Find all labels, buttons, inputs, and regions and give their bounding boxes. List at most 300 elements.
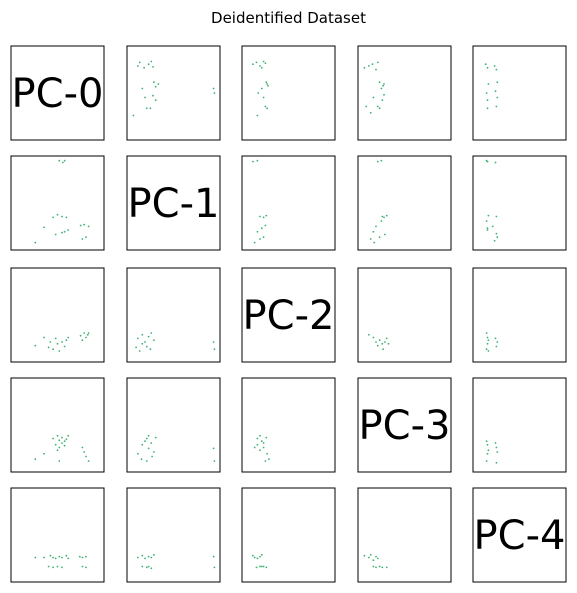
scatter-point <box>150 348 152 350</box>
scatter-point <box>265 81 267 83</box>
scatter-point <box>265 62 267 64</box>
scatter-point <box>373 97 375 99</box>
scatter-point <box>487 99 489 101</box>
scatter-point <box>383 94 385 96</box>
scatter-point <box>150 61 152 63</box>
scatter-point <box>141 555 143 557</box>
scatter-point <box>141 444 143 446</box>
scatter-point <box>52 567 54 569</box>
scatter-point <box>43 453 45 455</box>
scatter-point <box>148 448 150 450</box>
scatter-point <box>266 83 268 85</box>
scatter-point <box>137 65 139 67</box>
scatter-point <box>135 347 137 349</box>
scatter-point <box>383 217 385 219</box>
scatter-point <box>141 566 143 568</box>
scatter-point <box>88 460 90 462</box>
scatter-point <box>365 106 367 108</box>
scatter-point <box>495 338 497 340</box>
scatter-point <box>382 85 384 87</box>
scatter-point <box>487 229 489 231</box>
scatter-point <box>496 462 498 464</box>
scatter-point <box>48 566 50 568</box>
scatter-point <box>259 566 261 568</box>
scatter-point <box>148 435 150 437</box>
scatter-point <box>150 107 152 109</box>
scatter-point <box>64 160 66 162</box>
scatter-point <box>492 226 494 228</box>
scatter-point <box>150 442 152 444</box>
scatter-point <box>64 346 66 348</box>
scatter-point <box>496 341 498 343</box>
scatter-point <box>67 435 69 437</box>
scatter-point <box>257 438 259 440</box>
scatter-point <box>153 554 155 556</box>
scatter-point <box>214 348 216 350</box>
scatter-point <box>61 442 63 444</box>
scatter-point <box>373 242 375 244</box>
scatter-point <box>257 231 259 233</box>
scatter-point <box>150 332 152 334</box>
scatter-point <box>141 334 143 336</box>
scatter-point <box>377 345 379 347</box>
scatter-point <box>52 438 54 440</box>
scatter-point <box>64 440 66 442</box>
scatter-point <box>495 90 497 92</box>
scatter-point <box>146 107 148 109</box>
scatter-point <box>83 451 85 453</box>
scatter-point <box>34 242 36 244</box>
scatter-point <box>368 65 370 67</box>
scatter-point <box>55 558 57 560</box>
scatter-point <box>377 558 379 560</box>
scatter-point <box>259 556 261 558</box>
scatter-point <box>141 343 143 345</box>
scatter-point <box>58 447 60 449</box>
scatter-point <box>388 343 390 345</box>
scatter-point <box>57 566 59 568</box>
scatter-point <box>148 63 150 65</box>
scatter-point <box>64 231 66 233</box>
scatter-point <box>381 88 383 90</box>
scatter-point <box>143 67 145 69</box>
scatter-point <box>257 92 259 94</box>
scatter-point <box>254 447 256 449</box>
panel-frame <box>11 156 104 250</box>
scatter-point <box>486 440 488 442</box>
scatter-point <box>67 337 69 339</box>
panel-frame <box>358 156 451 250</box>
scatter-point <box>58 460 60 462</box>
scatter-point <box>213 556 215 558</box>
scatter-point <box>259 216 261 218</box>
scatter-point <box>370 112 372 114</box>
scatter-point <box>496 97 498 99</box>
scatter-point <box>485 63 487 65</box>
scatter-point <box>364 555 366 557</box>
scatter-point <box>55 234 57 236</box>
scatter-point <box>259 449 261 451</box>
scatter-point <box>259 65 261 67</box>
scatter-point <box>48 347 50 349</box>
panel-r4-c2 <box>242 488 335 582</box>
scatter-point <box>153 339 155 341</box>
scatter-point <box>261 88 263 90</box>
scatter-point <box>496 233 498 235</box>
scatter-point <box>266 107 268 109</box>
scatter-point <box>263 236 265 238</box>
scatter-point <box>486 460 488 462</box>
scatter-point <box>82 557 84 559</box>
scatter-point <box>381 216 383 218</box>
scatter-point <box>379 566 381 568</box>
scatter-point <box>146 438 148 440</box>
diagonal-label-4: PC-4 <box>473 513 566 559</box>
scatter-point <box>55 338 57 340</box>
diagonal-label-1: PC-1 <box>127 181 220 227</box>
panel-frame <box>358 46 451 140</box>
scatter-point <box>252 161 254 163</box>
scatter-point <box>137 557 139 559</box>
scatter-point <box>486 332 488 334</box>
scatter-point <box>139 62 141 64</box>
scatter-point <box>148 566 150 568</box>
diagonal-label-2: PC-2 <box>242 293 335 339</box>
scatter-point <box>494 240 496 242</box>
scatter-point <box>494 65 496 67</box>
scatter-point <box>61 567 63 569</box>
panel-r3-c2 <box>242 378 335 472</box>
scatter-point <box>372 63 374 65</box>
scatter-point <box>150 567 152 569</box>
diagonal-label-3: PC-3 <box>358 403 451 449</box>
scatter-point <box>66 217 68 219</box>
scatter-point <box>213 341 215 343</box>
panel-frame <box>473 156 566 250</box>
scatter-point <box>148 556 150 558</box>
scatter-point <box>58 160 60 162</box>
scatter-point <box>486 348 488 350</box>
scatter-point <box>487 337 489 339</box>
scatter-point <box>82 447 84 449</box>
scatter-point <box>153 81 155 83</box>
scatter-point <box>254 557 256 559</box>
scatter-point <box>375 226 377 228</box>
scatter-point <box>257 115 259 117</box>
scatter-point <box>373 231 375 233</box>
scatter-point <box>61 341 63 343</box>
panel-r2-c3 <box>358 268 451 362</box>
scatter-point <box>263 97 265 99</box>
scatter-point <box>83 332 85 334</box>
scatter-point <box>57 214 59 216</box>
panel-r3-c1 <box>127 378 220 472</box>
scatter-point <box>151 456 153 458</box>
scatter-point <box>268 458 270 460</box>
scatter-point <box>381 99 383 101</box>
scatter-point <box>144 341 146 343</box>
scatter-point <box>146 567 148 569</box>
scatter-point <box>34 345 36 347</box>
scatter-point <box>496 447 498 449</box>
scatter-point <box>488 449 490 451</box>
scatter-point <box>496 236 498 238</box>
scatter-point <box>370 554 372 556</box>
scatter-point <box>155 99 157 101</box>
scatter-point <box>88 226 90 228</box>
scatter-point <box>381 567 383 569</box>
panel-frame <box>242 46 335 140</box>
panel-r3-c4 <box>473 378 566 472</box>
scatter-point <box>146 346 148 348</box>
scatter-point <box>214 92 216 94</box>
scatter-point <box>261 227 263 229</box>
scatter-point <box>267 85 269 87</box>
scatter-point <box>379 339 381 341</box>
scatter-point <box>259 435 261 437</box>
scatter-point <box>87 334 89 336</box>
scatter-point <box>67 229 69 231</box>
scatter-point <box>487 343 489 345</box>
scatter-point <box>55 444 57 446</box>
scatter-point <box>52 348 54 350</box>
scatter-point <box>150 557 152 559</box>
scatter-point <box>155 437 157 439</box>
scatter-point <box>252 63 254 65</box>
panel-r0-c1 <box>127 46 220 140</box>
scatter-point <box>370 238 372 240</box>
scatter-point <box>82 566 84 568</box>
panel-frame <box>473 378 566 472</box>
scatter-point <box>257 444 259 446</box>
panel-r1-c3 <box>358 156 451 250</box>
scatter-point <box>148 336 150 338</box>
scatter-point <box>386 338 388 340</box>
scatter-point <box>375 567 377 569</box>
panel-r3-c3 <box>358 378 451 472</box>
scatter-point <box>137 338 139 340</box>
scatter-point <box>488 215 490 217</box>
scatter-point <box>263 61 265 63</box>
panel-frame <box>11 488 104 582</box>
scatter-point <box>377 62 379 64</box>
scatter-point <box>375 341 377 343</box>
scatter-point <box>252 555 254 557</box>
scatter-point <box>85 567 87 569</box>
scatter-point <box>265 437 267 439</box>
panel-frame <box>127 46 220 140</box>
panel-r4-c4 <box>473 488 566 582</box>
scatter-point <box>61 437 63 439</box>
panel-frame <box>358 488 451 582</box>
scatter-point <box>265 460 267 462</box>
scatter-point <box>381 160 383 162</box>
scatter-point <box>375 556 377 558</box>
scatter-point <box>155 86 157 88</box>
panel-r2-c0 <box>11 268 104 362</box>
scatter-point <box>141 88 143 90</box>
panel-frame <box>127 268 220 362</box>
scatter-point <box>377 161 379 163</box>
scatter-point <box>379 107 381 109</box>
scatter-point <box>85 556 87 558</box>
scatter-point <box>213 448 215 450</box>
scatter-point <box>375 69 377 71</box>
scatter-point <box>50 341 52 343</box>
scatter-point <box>384 234 386 236</box>
scatter-point <box>82 238 84 240</box>
scatter-point <box>386 215 388 217</box>
panel-r0-c3 <box>358 46 451 140</box>
panel-grid <box>11 46 566 582</box>
scatter-point <box>214 567 216 569</box>
scatter-point <box>486 92 488 94</box>
scatter-point <box>488 339 490 341</box>
panel-r0-c2 <box>242 46 335 140</box>
scatter-point <box>144 440 146 442</box>
scatter-point <box>263 447 265 449</box>
scatter-point <box>256 62 258 64</box>
panel-r0-c4 <box>473 46 566 140</box>
scatter-point <box>495 442 497 444</box>
scatter-point <box>261 440 263 442</box>
scatter-point <box>141 458 143 460</box>
scatter-point <box>382 348 384 350</box>
scatter-point <box>88 332 90 334</box>
scatter-point <box>133 115 135 117</box>
scatter-point <box>487 453 489 455</box>
panel-frame <box>11 268 104 362</box>
scatter-point <box>383 83 385 85</box>
scatter-point <box>85 236 87 238</box>
scatter-point <box>79 556 81 558</box>
panel-r0-c0 <box>11 46 104 140</box>
panel-r1-c0 <box>11 156 104 250</box>
chart-title: Deidentified Dataset <box>211 9 366 27</box>
scatter-point <box>158 83 160 85</box>
panel-frame <box>358 268 451 362</box>
scatter-point <box>261 67 263 69</box>
scatter-point <box>58 439 60 441</box>
scatter-point <box>487 161 489 163</box>
scatter-point <box>61 232 63 234</box>
scatter-point <box>58 350 60 352</box>
diagonal-label-0: PC-0 <box>11 71 104 117</box>
scatter-point <box>266 453 268 455</box>
scatter-point <box>487 67 489 69</box>
panel-frame <box>127 488 220 582</box>
scatter-point <box>153 451 155 453</box>
scatter-point <box>214 460 216 462</box>
scatter-point <box>43 337 45 339</box>
scatter-point <box>496 69 498 71</box>
scatter-point <box>144 97 146 99</box>
scatter-point <box>496 106 498 108</box>
scatter-point <box>34 557 36 559</box>
scatter-point <box>57 343 59 345</box>
scatter-point <box>265 567 267 569</box>
scatter-point <box>496 81 498 83</box>
scatter-point <box>488 83 490 85</box>
scatter-point <box>487 107 489 109</box>
scatter-point <box>386 567 388 569</box>
scatter-point <box>43 226 45 228</box>
scatter-point <box>265 215 267 217</box>
panel-r2-c2 <box>242 268 335 362</box>
scatter-point <box>263 217 265 219</box>
scatter-point <box>66 339 68 341</box>
scatter-point <box>488 350 490 352</box>
scatter-point <box>368 557 370 559</box>
scatter-point <box>373 566 375 568</box>
scatter-point <box>62 162 64 164</box>
scatter-point <box>137 453 139 455</box>
scatter-point <box>152 66 154 68</box>
scatter-point <box>52 557 54 559</box>
scatter-point <box>80 225 82 227</box>
scatter-point <box>496 346 498 348</box>
scatter-point <box>254 242 256 244</box>
scatter-point <box>487 227 489 229</box>
scatter-point <box>80 335 82 337</box>
scatter-point <box>85 337 87 339</box>
scatter-point <box>67 558 69 560</box>
scatter-point <box>263 566 265 568</box>
scatter-point <box>257 558 259 560</box>
scatter-point <box>377 106 379 108</box>
scatter-point <box>379 81 381 83</box>
scatter-point <box>82 339 84 341</box>
scatter-point <box>368 334 370 336</box>
scatter-point <box>213 88 215 90</box>
panel-r4-c3 <box>358 488 451 582</box>
scatter-point <box>364 67 366 69</box>
scatter-point <box>381 220 383 222</box>
scatter-point <box>495 162 497 164</box>
panel-frame <box>242 156 335 250</box>
scatter-point <box>34 458 36 460</box>
scatter-point <box>58 556 60 558</box>
panel-r2-c1 <box>127 268 220 362</box>
scatter-point <box>57 449 59 451</box>
scatter-point <box>379 236 381 238</box>
panel-r2-c4 <box>473 268 566 362</box>
panel-r3-c0 <box>11 378 104 472</box>
scatter-point <box>146 460 148 462</box>
panel-r1-c4 <box>473 156 566 250</box>
scatter-point <box>257 160 259 162</box>
scatter-point <box>66 439 68 441</box>
scatter-point <box>496 216 498 218</box>
panel-r4-c1 <box>127 488 220 582</box>
scatter-point <box>261 566 263 568</box>
panel-r4-c0 <box>11 488 104 582</box>
scatter-point <box>83 224 85 226</box>
scatter-point <box>265 225 267 227</box>
scatter-point <box>373 559 375 561</box>
scatter-point <box>261 554 263 556</box>
scatter-point <box>139 350 141 352</box>
scatter-point <box>496 451 498 453</box>
scatter-point <box>265 106 267 108</box>
scatter-point <box>52 217 54 219</box>
panel-frame <box>473 268 566 362</box>
scatter-point <box>486 220 488 222</box>
scatter-point <box>152 95 154 97</box>
panel-frame <box>11 378 104 472</box>
panel-r1-c1 <box>127 156 220 250</box>
panel-frame <box>127 378 220 472</box>
